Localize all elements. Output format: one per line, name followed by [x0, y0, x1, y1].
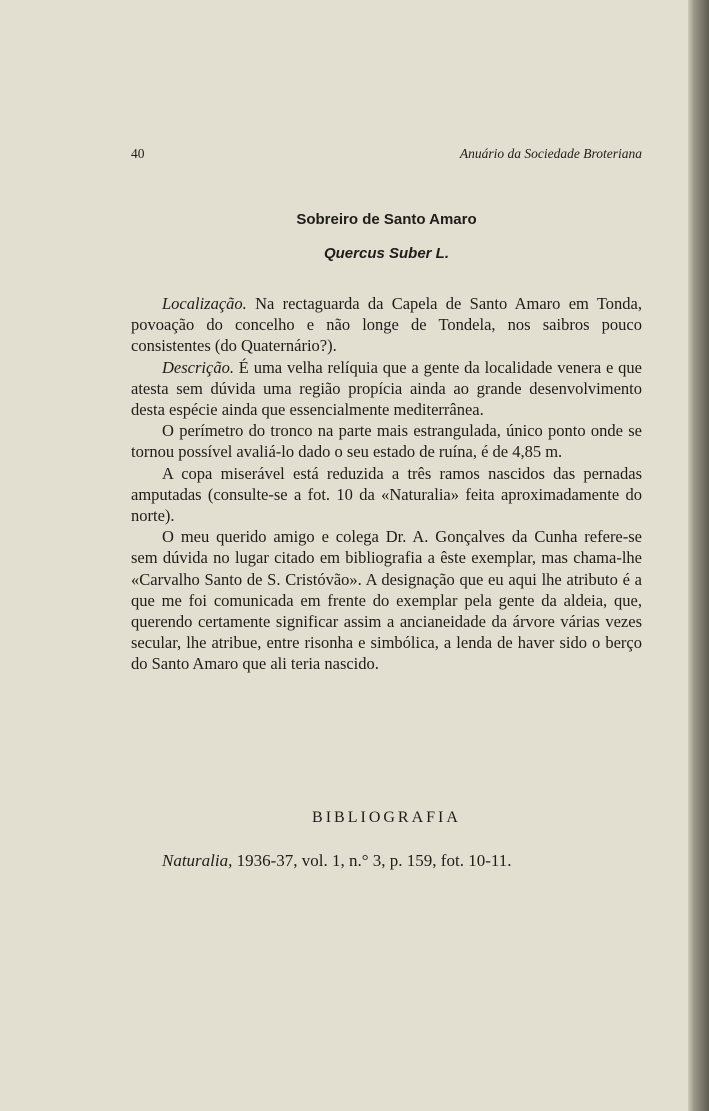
running-title: Anuário da Sociedade Broteriana [459, 146, 642, 161]
paragraph-designacao [131, 526, 642, 674]
bibliography-heading: BIBLIOGRAFIA [312, 809, 461, 826]
paragraph-text: Na rectaguarda da Capela de Santo Amaro em Tonda, povoação do concelho e não longe de Tondela, nos saibros pouco consistentes (do Quaternário?). [131, 294, 642, 356]
paragraph-text: O meu querido amigo e colega Dr. A. Gonçalves da Cunha refere-se sem dúvida no lugar citado em bibliografia a êste exemplar, mas chama-lhe «Carvalho Santo de S. Cristóvão». A designação que eu aqui lhe atributo é a que me foi comunicada em frente do exemplar pela gente da aldeia, que, querendo certamente significar assim a ancianeidade da árvore várias vezes secular, lhe atribue, entre risonha e simbólica, a lenda de haver sido o berço do Santo Amaro que ali teria nascido. [131, 527, 642, 674]
page-number: 40 [131, 146, 145, 161]
species-name: Quercus Suber L. [323, 245, 450, 262]
paragraph-localizacao [131, 293, 642, 357]
page-header [131, 146, 642, 166]
paragraph-descricao [131, 357, 642, 421]
bibliography-entry [131, 851, 642, 871]
paragraph-text: O perímetro do tronco na parte mais estrangulada, único ponto onde se tornou possível avaliá-lo dado o seu estado de ruína, é de 4,85 m. [131, 421, 642, 462]
paragraph-lead: Descrição. [162, 357, 234, 377]
paragraph-text: A copa miserável está reduzida a três ramos nascidos das pernadas amputadas (consulte-se a fot. 10 da «Naturalia» feita aproximadamente do norte). [131, 463, 642, 526]
paragraph-text: É uma velha relíquia que a gente da localidade venera e que atesta sem dúvida uma região propícia ainda ao grande desenvolvimento desta espécie ainda que essencialmente mediterrânea. [131, 357, 642, 420]
page-edge [688, 0, 709, 1111]
paragraph-perimetro [131, 420, 642, 462]
bibliography-details: 1936-37, vol. 1, n.° 3, p. 159, fot. 10-11. [232, 851, 512, 870]
article-title: Sobreiro de Santo Amaro [296, 211, 477, 228]
paragraph-copa [131, 463, 642, 527]
bibliography-source: Naturalia, [162, 851, 233, 870]
paragraph-lead: Localização. [162, 294, 247, 313]
article-body [131, 293, 642, 675]
